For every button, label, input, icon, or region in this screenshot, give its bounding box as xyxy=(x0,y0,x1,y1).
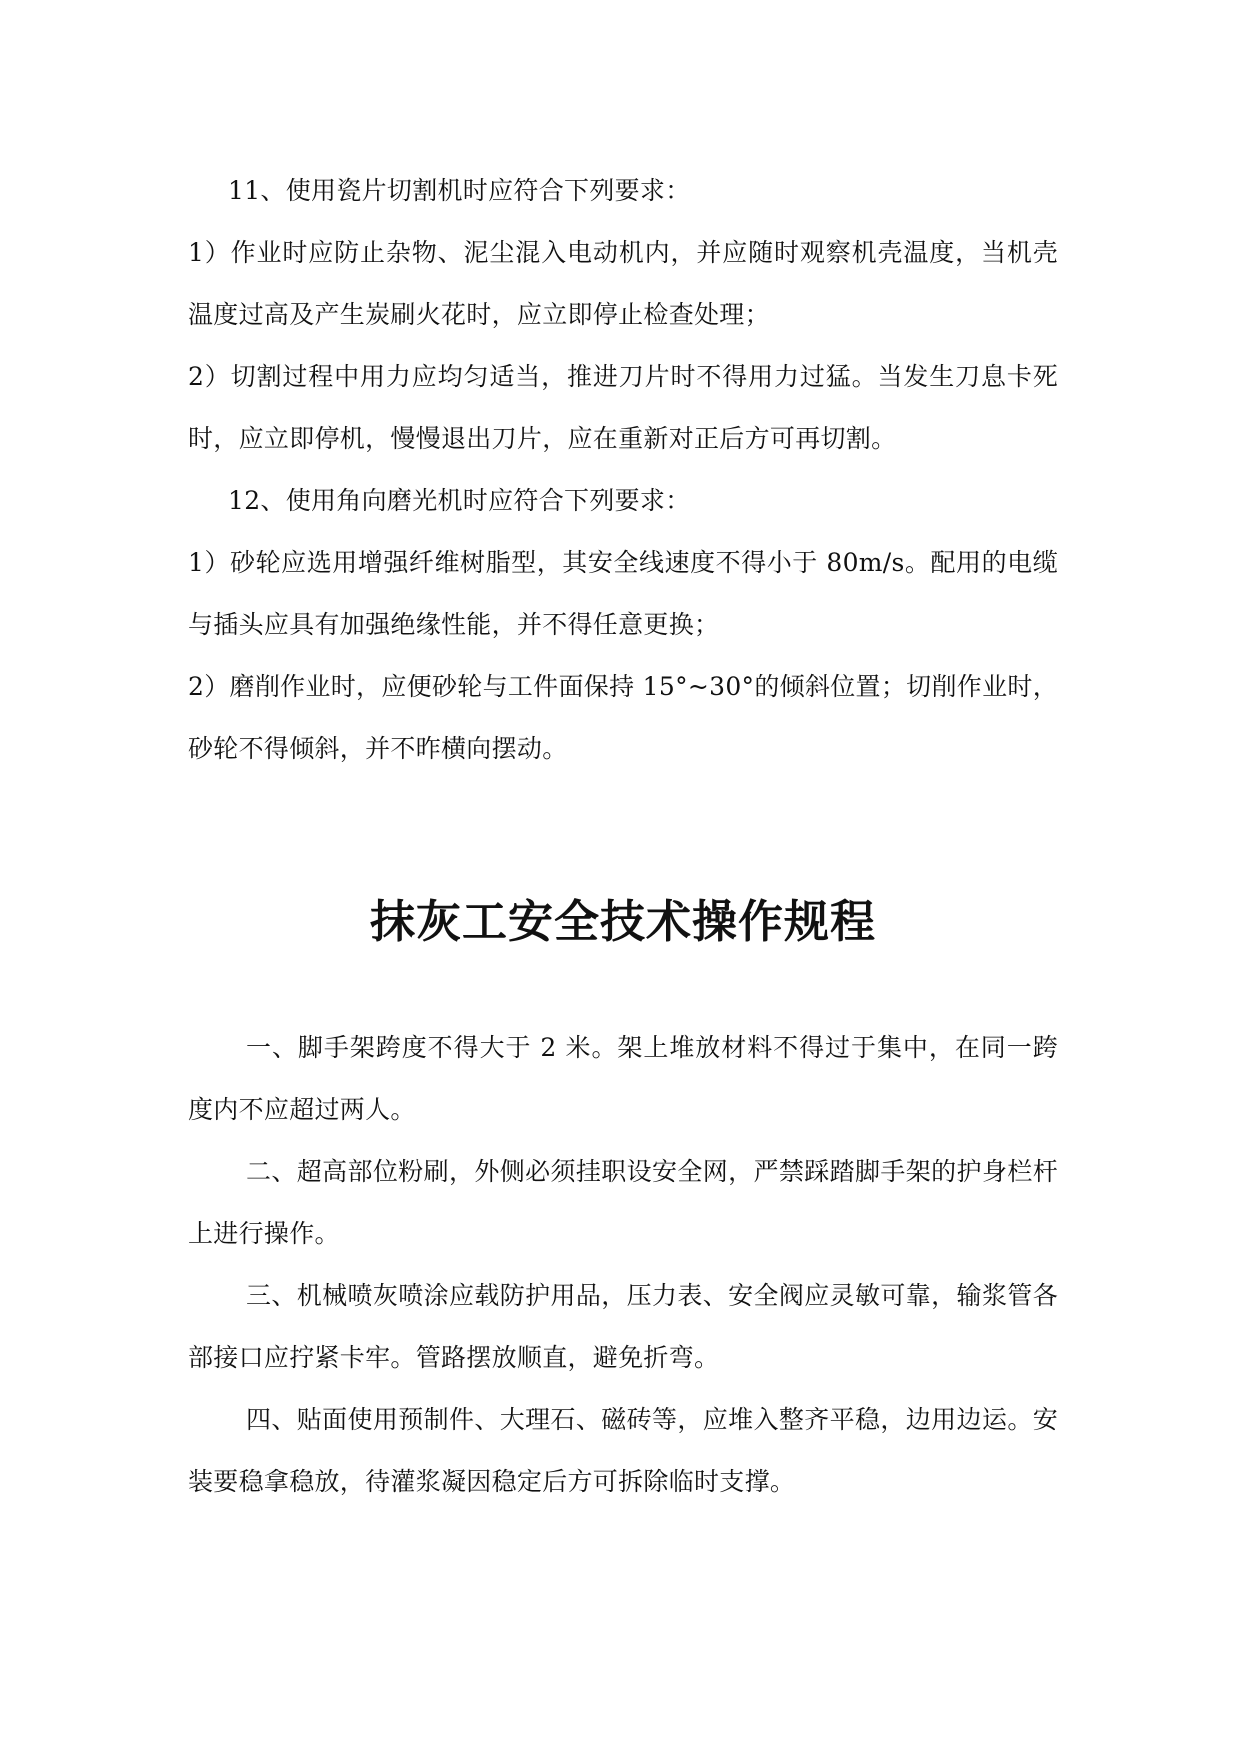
section-title: 抹灰工安全技术操作规程 xyxy=(369,895,876,948)
item-12-sub-1: 1）砂轮应选用增强纤维树脂型，其安全线速度不得小于 80m/s。配用的电缆与插头应具有加强绝缘性能，并不得任意更换； xyxy=(188,548,1058,639)
item-12-sub-2: 2）磨削作业时，应便砂轮与工件面保持 15°~30°的倾斜位置；切削作业时，砂轮不得倾斜，并不昨横向摆动。 xyxy=(188,672,1058,763)
item-11-sub-2: 2）切割过程中用力应均匀适当，推进刀片时不得用力过猛。当发生刀息卡死时，应立即停机，慢慢退出刀片，应在重新对正后方可再切割。 xyxy=(188,362,1058,453)
page-content xyxy=(188,160,1058,1513)
rule-2: 二、超高部位粉刷，外侧必须挂职设安全网，严禁踩踏脚手架的护身栏杆上进行操作。 xyxy=(188,1157,1058,1248)
rule-4: 四、贴面使用预制件、大理石、磁砖等，应堆入整齐平稳，边用边运。安装要稳拿稳放，待灌浆凝因稳定后方可拆除临时支撑。 xyxy=(188,1405,1058,1496)
item-11-heading: 11、使用瓷片切割机时应符合下列要求： xyxy=(228,176,691,205)
item-12-heading: 12、使用角向磨光机时应符合下列要求： xyxy=(228,486,691,515)
rule-3: 三、机械喷灰喷涂应载防护用品，压力表、安全阀应灵敏可靠，输浆管各部接口应拧紧卡牢。管路摆放顺直，避免折弯。 xyxy=(188,1281,1058,1372)
rule-1: 一、脚手架跨度不得大于 2 米。架上堆放材料不得过于集中，在同一跨度内不应超过两人。 xyxy=(188,1033,1058,1124)
item-11-sub-1: 1）作业时应防止杂物、泥尘混入电动机内，并应随时观察机壳温度，当机壳温度过高及产生炭刷火花时，应立即停止检查处理； xyxy=(188,238,1058,329)
